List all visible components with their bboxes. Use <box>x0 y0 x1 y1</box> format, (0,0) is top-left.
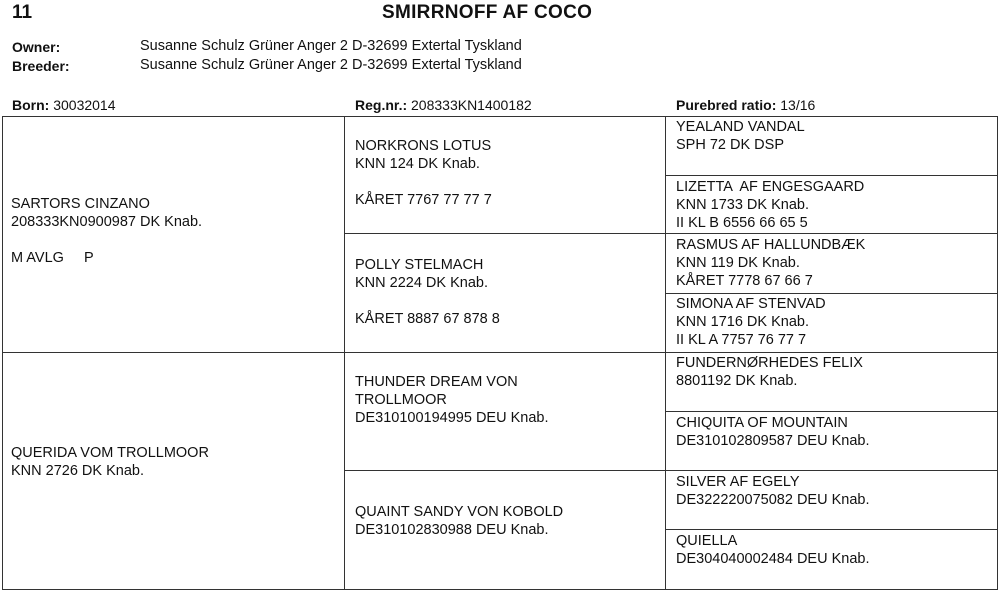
dss-cell <box>676 354 863 390</box>
dds-cell <box>676 473 869 509</box>
sss-cell <box>676 118 805 154</box>
sss-reg: SPH 72 DK DSP <box>676 137 784 153</box>
breeder-label: Breeder: <box>12 58 70 74</box>
sire-sire-name: NORKRONS LOTUS <box>355 138 492 154</box>
dss-reg: 8801192 DK Knab. <box>676 373 798 389</box>
breeder-value: Susanne Schulz Grüner Anger 2 D-32699 Extertal Tyskland <box>140 57 522 73</box>
dsd-name: CHIQUITA OF MOUNTAIN <box>676 415 848 431</box>
ddd-reg: DE304040002484 DEU Knab. <box>676 551 870 567</box>
pedigree-grid <box>2 116 998 590</box>
sire-sire-reg: KNN 124 DK Knab. <box>355 156 480 172</box>
dds-name: SILVER AF EGELY <box>676 474 800 490</box>
dam-reg: KNN 2726 DK Knab. <box>11 463 144 479</box>
dam-dam-cell <box>355 503 563 539</box>
sire-cell <box>11 195 202 267</box>
sdd-name: SIMONA AF STENVAD <box>676 296 826 312</box>
purebred-label: Purebred ratio: <box>676 97 777 113</box>
regnr-label: Reg.nr.: <box>355 97 408 113</box>
ssd-reg: KNN 1733 DK Knab. <box>676 197 809 213</box>
dss-name: FUNDERNØRHEDES FELIX <box>676 355 863 371</box>
dam-name: QUERIDA VOM TROLLMOOR <box>11 445 209 461</box>
born-field <box>12 97 116 113</box>
ddd-cell <box>676 532 869 568</box>
regnr-value: 208333KN1400182 <box>411 97 532 113</box>
sds-cell <box>676 236 865 290</box>
dog-name: SMIRRNOFF AF COCO <box>382 2 593 23</box>
owner-label: Owner: <box>12 39 61 55</box>
sdd-reg: KNN 1716 DK Knab. <box>676 314 809 330</box>
dsd-reg: DE310102809587 DEU Knab. <box>676 433 870 449</box>
sire-name: SARTORS CINZANO <box>11 196 150 212</box>
ddd-name: QUIELLA <box>676 533 738 549</box>
owner-value: Susanne Schulz Grüner Anger 2 D-32699 Extertal Tyskland <box>140 38 522 54</box>
dam-cell <box>11 444 209 480</box>
dam-dam-name: QUAINT SANDY VON KOBOLD <box>355 504 564 520</box>
ssd-cell <box>676 178 864 232</box>
sire-dam-name: POLLY STELMACH <box>355 257 484 273</box>
sire-sire-cell <box>355 137 492 209</box>
sire-dam-note: KÅRET 8887 67 878 8 <box>355 311 500 327</box>
sire-note: M AVLG P <box>11 250 94 266</box>
sire-sire-note: KÅRET 7767 77 77 7 <box>355 192 492 208</box>
dds-reg: DE322220075082 DEU Knab. <box>676 492 870 508</box>
sds-note: KÅRET 7778 67 66 7 <box>676 273 813 289</box>
catalog-number: 11 <box>12 2 33 23</box>
dam-sire-cell <box>355 373 548 427</box>
ssd-name: LIZETTA AF ENGESGAARD <box>676 179 865 195</box>
regnr-field <box>355 97 532 113</box>
sdd-cell <box>676 295 826 349</box>
sss-name: YEALAND VANDAL <box>676 119 805 135</box>
dsd-cell <box>676 414 869 450</box>
dam-dam-reg: DE310102830988 DEU Knab. <box>355 522 549 538</box>
sds-reg: KNN 119 DK Knab. <box>676 255 800 271</box>
sire-dam-reg: KNN 2224 DK Knab. <box>355 275 488 291</box>
purebred-field <box>676 97 815 113</box>
dam-sire-name-2: TROLLMOOR <box>355 392 447 408</box>
dam-sire-reg: DE310100194995 DEU Knab. <box>355 410 549 426</box>
born-label: Born: <box>12 97 50 113</box>
ssd-note: II KL B 6556 66 65 5 <box>676 215 808 231</box>
sire-reg: 208333KN0900987 DK Knab. <box>11 214 203 230</box>
sdd-note: II KL A 7757 76 77 7 <box>676 332 807 348</box>
purebred-value: 13/16 <box>780 97 816 113</box>
born-value: 30032014 <box>53 97 116 113</box>
sire-dam-cell <box>355 256 500 328</box>
sds-name: RASMUS AF HALLUNDBÆK <box>676 237 866 253</box>
dam-sire-name-1: THUNDER DREAM VON <box>355 374 518 390</box>
